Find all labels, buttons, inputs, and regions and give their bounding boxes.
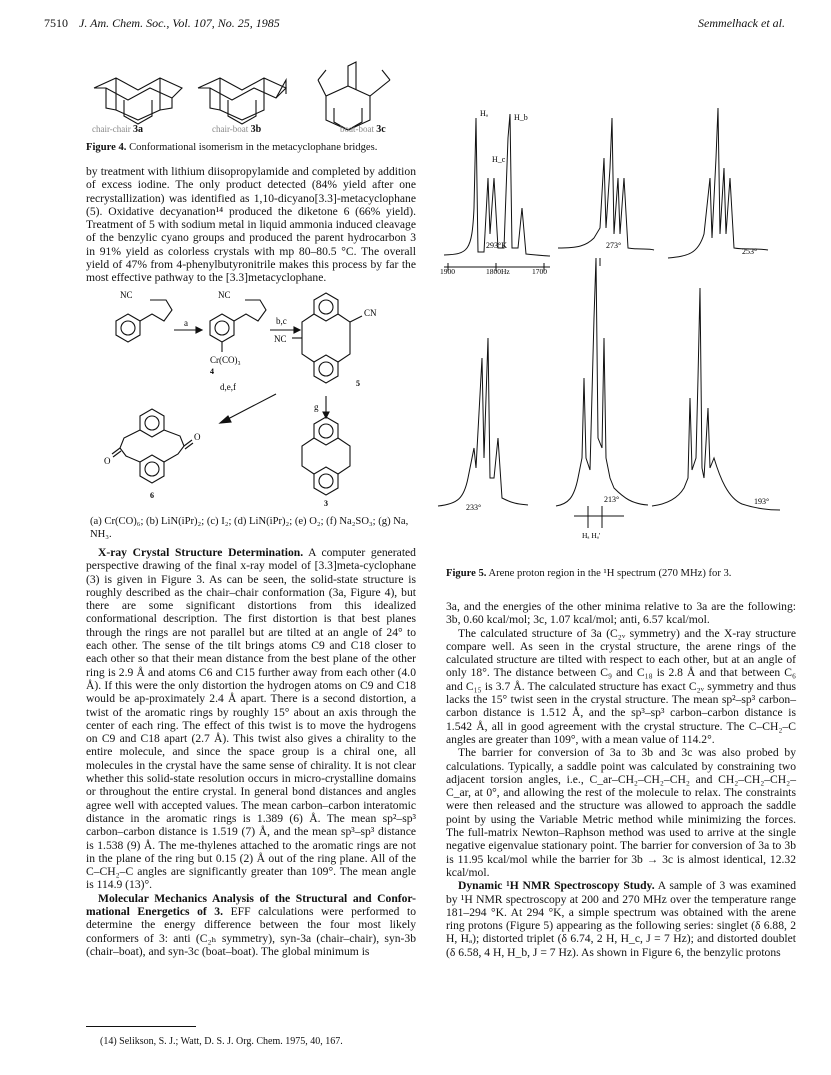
page-number: 7510 [44,16,68,30]
figure5-nmr-spectra [428,58,800,556]
right-paragraph-2: The calculated structure of 3a (C₂ᵥ symmetry) and the X-ray structure compare well. As seen in the crystal structure, the arene rings of the calculated structure are tilted with respect to each other, but at an angle of only 18°. The distance between C₉ and C₁₈ is 2.8 Å and that between C₆ and C₁₅ is 3.7 Å. The calculated structure has exact C₂ᵥ symmetry and thus lacks the 15° twist seen in the crystal structure. The mean sp²–sp³ carbon–carbon distance is 1.512 Å, and the sp³–sp³ carbon–carbon distance is 1.542 Å, all in good agreement with the crystal structure. The C–CH₂–C angles are greater than 109°, with a mean value of 114.2°. [446,626,796,746]
spectrum-253 [668,108,768,258]
conformer-label-3b: chair-boat 3b [212,124,262,135]
xray-paragraph: X-ray Crystal Structure Determination. A computer generated perspective drawing of the final x-ray model of [3.3]meta-cyclophane (3) is given in Figure 3. As can be seen, the solid-state structure is roughly described as the chair–chair conformation (3a, Figure 4), but there are some significant distortions from this idealized conformational description. The first distortion is that best planes through the rings are not parallel but are tilted at an angle of 24° to each other. The sense of the tilt brings atoms C9 and C18 closer to each other so that their mean distance from the best plane of the other ring is 2.9 Å and atoms C6 and C15 further away from each other (4.0 Å). If this were the only distortion the hydrogen atoms on C9 and C18 would be ap-proximately 2.4 Å apart. There is a second distortion, a twist of the aromatic rings by roughly 15° about an axis through the center of each ring. The effect of this twist is to move the hydrogens on C9 and C18 apart (2.7 Å). This twist also gives a chirality to the entire molecule, and since the space group is a chiral one, all molecules in the crystal have the same sense of chirality. It is not clear whether this solid-state resolution occurs in micro-crystalline domains or throughout the entire crystal. In general bond distances and angles agree well with accepted values. The mean carbon–carbon interatomic distance in the aromatic rings is 1.389 (6) Å. The mean sp²–sp³ carbon–carbon distance is 1.519 (7) Å, and the mean sp³–sp³ distance is 1.538 (9) Å. The me-thylenes attached to the aromatic rings are not in the plane of the ring but 0.15 (2) Å out of the ring plane. All of the C–CH₂–C angles are significantly greater than 109°. The mean angle is 114.9 (13)°. [86,546,416,892]
temp-233: 233° [466,503,482,512]
nmr-heading: Dynamic ¹H NMR Spectroscopy Study. [458,879,655,893]
temp-293: 293°K [486,241,507,250]
scheme-crco: Cr(CO)₃ [210,355,241,365]
scheme-num-5: 5 [356,379,360,388]
scheme-num-4: 4 [210,367,214,376]
spectrum-293 [444,114,550,256]
scheme-step-a: a [184,318,188,328]
peak-label-ha: Hₐ [480,109,488,118]
peak-label-hahb: Hₐ Hₐ' [582,531,601,540]
right-body [446,600,796,959]
scheme-nc-1: NC [120,290,133,300]
footnote-14: (14) Selikson, S. J.; Watt, D. S. J. Org. Chem. 1975, 40, 167. [100,1036,343,1047]
scheme-conditions: (a) Cr(CO)₆; (b) LiN(iPr)₂; (c) I₂; (d) LiN(iPr)₂; (e) O₂; (f) Na₂SO₃; (g) Na, NH₃. [90,516,409,540]
journal-citation: J. Am. Chem. Soc., Vol. 107, No. 25, 1985 [79,16,280,30]
axis-1800: 1800Hz [486,267,510,276]
scheme-o-1: O [194,432,201,442]
left-paragraph-1: by treatment with lithium diisopropylamide and completed by addition of excess iodine. The only product detected (84% yield after one recrystallization) was identified as 1,10-dicyano[3.3]-metacyclophane (5). Oxidative decyanation¹⁴ produced the diketone 6 (66% yield). Treatment of 5 with sodium metal in liquid ammonia induced cleavage of the benzylic cyano groups and produced the parent hydrocarbon 3 in 91% yield as colorless crystals with mp 80–80.5 °C. The overall yield of 47% from 4-phenylbutyronitrile makes this process by far the most effective pathway to the [3.3]metacyclophane. [86,165,416,285]
spectrum-273 [558,118,654,250]
footnote-rule [86,1026,196,1027]
conformer-3c-drawing [318,62,390,130]
left-body [86,546,416,958]
scheme-o-2: O [104,456,111,466]
synthesis-scheme [100,286,410,508]
temp-273: 273° [606,241,622,250]
scheme-num-3: 3 [324,499,328,508]
conformer-3b-drawing [198,78,286,124]
page-header-left [44,16,280,31]
temp-253: 253° [742,247,758,256]
scheme-cn: CN [364,308,377,318]
figure5-caption: Figure 5. Arene proton region in the ¹H spectrum (270 MHz) for 3. [446,568,732,579]
figure4-caption: Figure 4. Conformational isomerism in the metacyclophane bridges. [86,142,378,153]
spectrum-213 [556,258,648,506]
xray-heading: X-ray Crystal Structure Determination. [98,546,304,559]
running-author: Semmelhack et al. [698,16,785,30]
scheme-step-g: g [314,402,319,412]
temp-213: 213° [604,495,620,504]
temp-193: 193° [754,497,770,506]
nmr-paragraph: Dynamic ¹H NMR Spectroscopy Study. A sample of 3 was examined by ¹H NMR spectroscopy at 200 and 270 MHz over the temperature range 181–294 °K. At 294 °K, a simple spectrum was obtained with the arene ring protons (Figure 5) appearing as the following series: singlet (δ 6.88, 2 H, Hₐ); distorted triplet (δ 6.74, 2 H, H_c, J = 7 Hz); and distorted doublet (δ 6.58, 4 H, H_b, J = 7 Hz). As shown in Figure 6, the benzylic protons [446,879,796,959]
scheme-nc-3: NC [274,334,287,344]
right-paragraph-3: The barrier for conversion of 3a to 3b and 3c was also probed by calculations. Typically, a saddle point was calculated by constraining two adjacent torsion angles, i.e., C_ar–CH₂–CH₂–CH₂ and CH₂–CH₂–CH₂–C_ar, at 0°, and allowing the rest of the molecule to relax. The constraints were then released and the structure was allowed to approach the saddle point by using the Variable Metric method while minimizing the forces. The full-matrix Newton–Raphson method was used to arrive at the single negative eigenvalue stationary point. The barrier for conversion of 3a to 3b is 11.95 kcal/mol while the barrier for 3b → 3c is almost identical, 12.32 kcal/mol. [446,746,796,879]
peak-label-hc: H_c [492,155,506,164]
mm-heading: Molecular Mechanics Analysis of the Structural and Confor-mational Energetics of 3. [86,891,416,919]
mm-paragraph: Molecular Mechanics Analysis of the Structural and Confor-mational Energetics of 3. EFF calculations were performed to determine the energy difference between the four most likely conformers of 3: anti (C₂ₕ symmetry), syn-3a (chair–chair), syn-3b (chair–boat), and syn-3c (boat–boat). The global minimum is [86,891,416,958]
conformer-label-3c: boat-boat 3c [340,124,386,135]
axis-1900: 1900 [440,267,455,276]
spectrum-233 [438,338,528,506]
spectrum-193 [652,288,780,510]
conformer-label-3a: chair-chair 3a [92,124,144,135]
axis-1700: 1700 [532,267,547,276]
peak-label-hb: H_b [514,113,528,122]
scheme-step-def: d,e,f [220,382,236,392]
conformer-3a-drawing [94,78,182,124]
scheme-nc-2: NC [218,290,231,300]
right-paragraph-1: 3a, and the energies of the other minima relative to 3a are the following: 3b, 0.60 kcal/mol; 3c, 1.07 kcal/mol; anti, 6.57 kcal/mol. [446,600,796,627]
scheme-step-bc: b,c [276,316,287,326]
scheme-num-6: 6 [150,491,154,500]
